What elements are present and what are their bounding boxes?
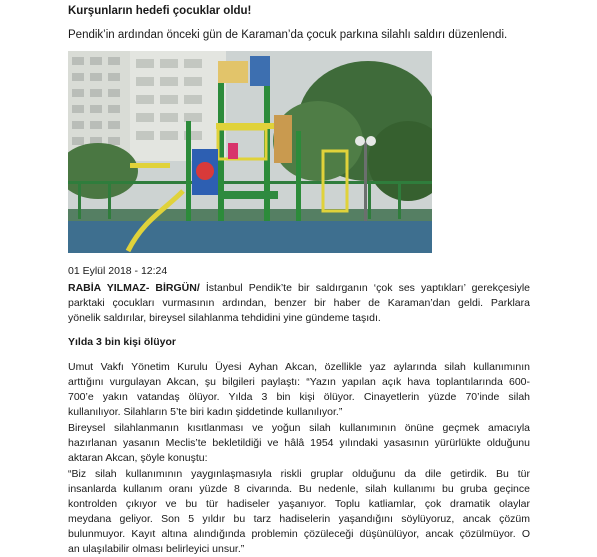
paragraph-line: aktaran Akcan, şöyle konuştu: [68,452,208,464]
playground-image [68,51,432,253]
intro-line: parktaki çocukları vurmasının ardından, benzer bir haber de Karaman’dan geldi. Parklara [68,297,530,309]
paragraph-line: “Biz silah kullanımının yaygınlaşmasıyla riskli gruplar olduğunu da dile getirdik. Bu tür [68,468,530,480]
paragraph-line: bulunmuyor. Kayıt altına alındığında problemin çözüleceği düşünülüyor, ancak çözülmüyor. O [68,528,530,540]
article-lead: Pendik’in ardından önceki gün de Karaman’da çocuk parkına silahlı saldırı düzenlendi. [68,29,508,41]
article-paragraph-2 [68,360,530,420]
article-dateline: 01 Eylül 2018 - 12:24 [68,265,168,277]
article-paragraph-4 [68,467,530,557]
article-subheading: Yılda 3 bin kişi ölüyor [68,336,176,348]
paragraph-line: kullanılıyor. Silahların 5’te biri kadın şiddetinde kullanılıyor.” [68,406,343,418]
paragraph-line: hazırlanan yasanın Meclis’te bekletildiği ve hâlâ 1954 yılındaki yasasının yürürlükte olduğunu [68,437,530,449]
intro-line: yönelik saldırılar, bireysel silahlanma tehdidini yine gündeme taşıdı. [68,312,381,324]
article-byline: RABİA YILMAZ- BİRGÜN/ [68,282,200,294]
article-headline: Kurşunların hedefi çocuklar oldu! [68,5,252,17]
paragraph-line: kontrolden çıkıyor ve bu tür hadiseler yaşanıyor. Toplu katliamlar, çok dramatik olaylar [68,498,530,510]
paragraph-line: Umut Vakfı Yönetim Kurulu Üyesi Ayhan Akcan, özellikle yaz aylarında silah kullanımının [68,361,530,373]
paragraph-line: meydana geliyor. Son 5 yıldır bu tarz hadiselerin yaşandığını söylüyoruz, ancak çözüm [68,513,530,525]
article-paragraph-3 [68,421,530,466]
paragraph-line: 700’e yakın vatandaş ölüyor. Yılda 3 bin kişi ölüyor. Cinayetlerin yüzde 70’inde silah [68,391,530,403]
paragraph-line: arttığını vurgulayan Akcan, şu bilgileri paylaştı: “Yazın yapılan açık hava toplantılarında 600- [68,376,530,388]
paragraph-line: Bireysel silahlanmanın kısıtlanması ve yoğun silah kullanımının önüne geçmek amacıyla [68,422,530,434]
paragraph-line: insanlarda kullanım oranı yüzde 8 civarında. Bu nedenle, silah kullanımı bu gruba geçince [68,483,530,495]
article-photo [68,51,432,253]
intro-line: RABİA YILMAZ- BİRGÜN/ İstanbul Pendik’te bir saldırganın ‘çok ses yaptıkları’ gerekçesiyle [68,282,530,294]
article-intro [68,281,530,326]
paragraph-line: an ulaşılabilir olması belirleyici unsur.” [68,543,245,555]
